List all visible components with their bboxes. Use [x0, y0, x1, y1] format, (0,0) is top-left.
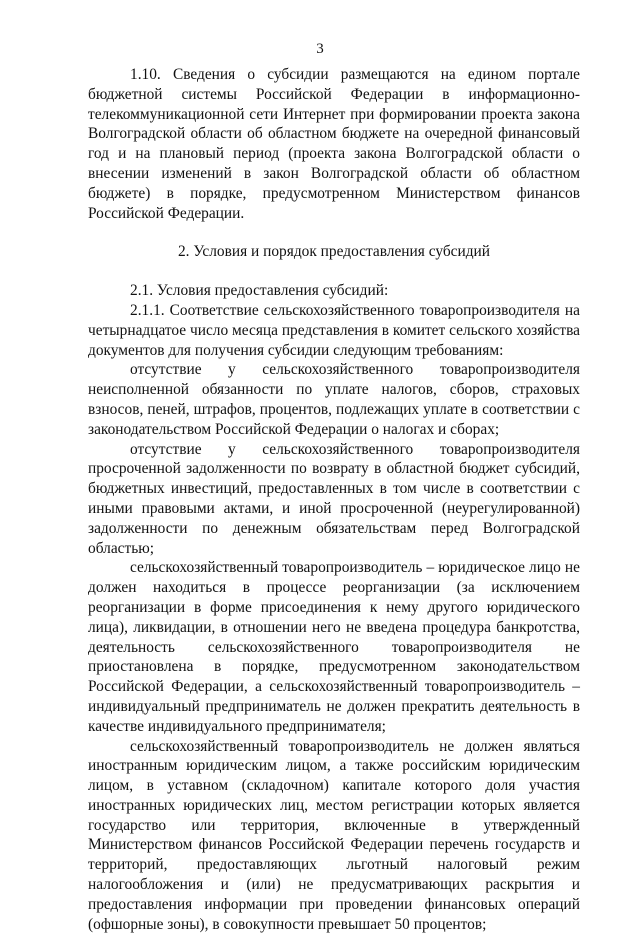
requirement-taxes: отсутствие у сельскохозяйственного товаропроизводителя неисполненной обязанности по уплате налогов, сборов, страховых взносов, пеней, штрафов, процентов, подлежащих уплате в соответствии с законодательством Российской Федерации о налогах и сборах; [88, 360, 580, 439]
section-heading: 2. Условия и порядок предоставления субсидий [88, 242, 580, 262]
paragraph-1-10: 1.10. Сведения о субсидии размещаются на едином портале бюджетной системы Российской Федерации в информационно-телекоммуникационной сети Интернет при формировании проекта закона Волгоградской области об областном бюджете на очередной финансовый год и на плановый период (проекта закона Волгоградской области о внесении изменений в закон Волгоградской области об областном бюджете) в порядке, предусмотренном Министерством финансов Российской Федерации. [88, 65, 580, 223]
paragraph-2-1: 2.1. Условия предоставления субсидий: [88, 281, 580, 301]
requirement-debts: отсутствие у сельскохозяйственного товаропроизводителя просроченной задолженности по возврату в областной бюджет субсидий, бюджетных инвестиций, предоставленных в том числе в соответствии с иными правовыми актами, и иной просроченной (неурегулированной) задолженности по денежным обязательствам перед Волгоградской областью; [88, 440, 580, 559]
paragraph-2-1-1: 2.1.1. Соответствие сельскохозяйственного товаропроизводителя на четырнадцатое число месяца представления в комитет сельского хозяйства документов для получения субсидии следующим требованиям: [88, 301, 580, 360]
requirement-reorganization: сельскохозяйственный товаропроизводитель – юридическое лицо не должен находиться в процессе реорганизации (за исключением реорганизации в форме присоединения к нему другого юридического лица), ликвидации, в отношении него не введена процедура банкротства, деятельность сельскохозяйственного товаропроизводителя не приостановлена в порядке, предусмотренном законодательством Российской Федерации, а сельскохозяйственный товаропроизводитель – индивидуальный предприниматель не должен прекратить деятельность в качестве индивидуального предпринимателя; [88, 558, 580, 736]
page-number: 3 [0, 40, 640, 58]
requirement-foreign-entity: сельскохозяйственный товаропроизводитель не должен являться иностранным юридическим лицом, а также российским юридическим лицом, в уставном (складочном) капитале которого доля участия иностранных юридических лиц, местом регистрации которых является государство или территория, включенные в утвержденный Министерством финансов Российской Федерации перечень государств и территорий, предоставляющих льготный налоговый режим налогообложения и (или) не предусматривающих раскрытия и предоставления информации при проведении финансовых операций (офшорные зоны), в совокупности превышает 50 процентов; [88, 737, 580, 934]
document-body [88, 65, 580, 934]
